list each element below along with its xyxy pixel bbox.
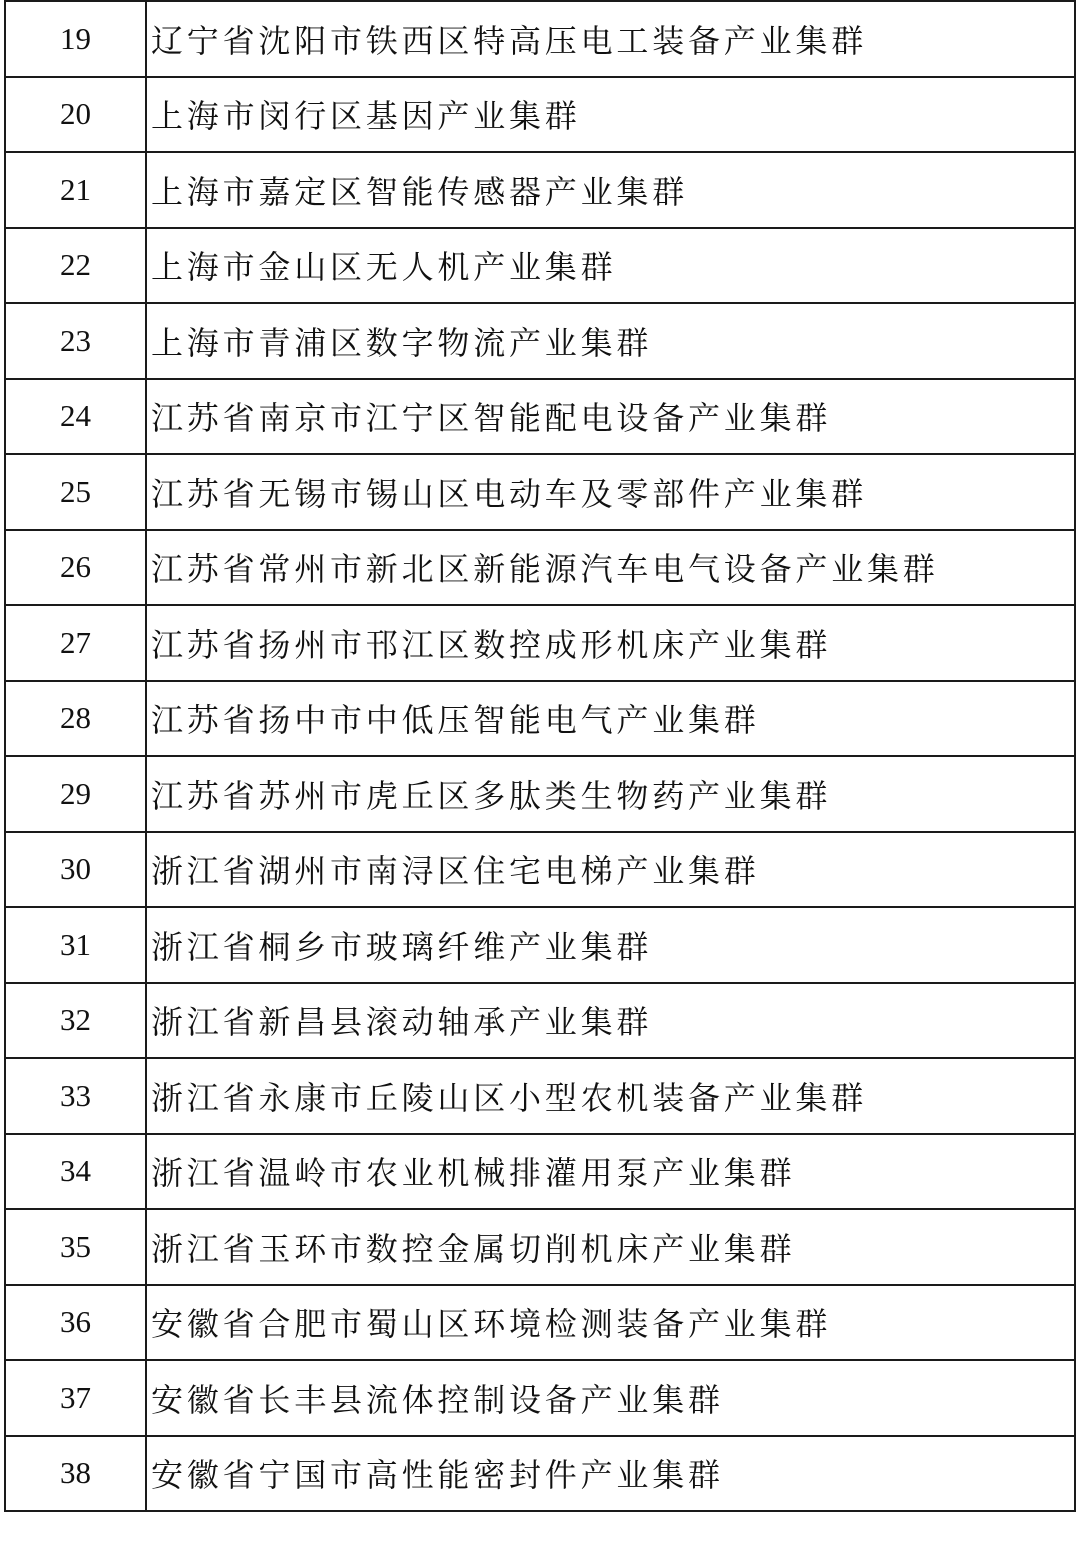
row-number: 22 — [5, 228, 146, 304]
table-row — [5, 832, 1075, 908]
cluster-table-body — [5, 1, 1075, 1511]
row-number: 28 — [5, 681, 146, 757]
row-number: 35 — [5, 1209, 146, 1285]
table-row — [5, 303, 1075, 379]
cluster-name: 安徽省宁国市高性能密封件产业集群 — [146, 1436, 1075, 1512]
cluster-name: 浙江省永康市丘陵山区小型农机装备产业集群 — [146, 1058, 1075, 1134]
table-row — [5, 379, 1075, 455]
row-number: 21 — [5, 152, 146, 228]
table-row — [5, 1, 1075, 77]
cluster-name: 浙江省新昌县滚动轴承产业集群 — [146, 983, 1075, 1059]
cluster-name: 辽宁省沈阳市铁西区特高压电工装备产业集群 — [146, 1, 1075, 77]
row-number: 19 — [5, 1, 146, 77]
table-row — [5, 681, 1075, 757]
row-number: 32 — [5, 983, 146, 1059]
row-number: 37 — [5, 1360, 146, 1436]
cluster-name: 江苏省扬中市中低压智能电气产业集群 — [146, 681, 1075, 757]
row-number: 20 — [5, 77, 146, 153]
row-number: 31 — [5, 907, 146, 983]
cluster-name: 上海市嘉定区智能传感器产业集群 — [146, 152, 1075, 228]
cluster-name: 安徽省合肥市蜀山区环境检测装备产业集群 — [146, 1285, 1075, 1361]
table-row — [5, 983, 1075, 1059]
cluster-name: 安徽省长丰县流体控制设备产业集群 — [146, 1360, 1075, 1436]
cluster-name: 浙江省桐乡市玻璃纤维产业集群 — [146, 907, 1075, 983]
table-row — [5, 530, 1075, 606]
cluster-table — [4, 0, 1076, 1512]
row-number: 29 — [5, 756, 146, 832]
row-number: 34 — [5, 1134, 146, 1210]
cluster-name: 江苏省常州市新北区新能源汽车电气设备产业集群 — [146, 530, 1075, 606]
table-row — [5, 1209, 1075, 1285]
cluster-name: 江苏省南京市江宁区智能配电设备产业集群 — [146, 379, 1075, 455]
table-row — [5, 1360, 1075, 1436]
row-number: 23 — [5, 303, 146, 379]
cluster-name: 浙江省湖州市南浔区住宅电梯产业集群 — [146, 832, 1075, 908]
row-number: 33 — [5, 1058, 146, 1134]
cluster-table-container — [4, 0, 1076, 1512]
table-row — [5, 605, 1075, 681]
table-row — [5, 756, 1075, 832]
table-row — [5, 1436, 1075, 1512]
row-number: 25 — [5, 454, 146, 530]
row-number: 26 — [5, 530, 146, 606]
cluster-name: 上海市青浦区数字物流产业集群 — [146, 303, 1075, 379]
cluster-name: 江苏省扬州市邗江区数控成形机床产业集群 — [146, 605, 1075, 681]
table-row — [5, 1058, 1075, 1134]
table-row — [5, 1134, 1075, 1210]
table-row — [5, 1285, 1075, 1361]
table-row — [5, 77, 1075, 153]
cluster-name: 江苏省苏州市虎丘区多肽类生物药产业集群 — [146, 756, 1075, 832]
cluster-name: 浙江省温岭市农业机械排灌用泵产业集群 — [146, 1134, 1075, 1210]
table-row — [5, 454, 1075, 530]
table-row — [5, 228, 1075, 304]
row-number: 27 — [5, 605, 146, 681]
cluster-name: 江苏省无锡市锡山区电动车及零部件产业集群 — [146, 454, 1075, 530]
row-number: 36 — [5, 1285, 146, 1361]
table-row — [5, 907, 1075, 983]
row-number: 24 — [5, 379, 146, 455]
row-number: 38 — [5, 1436, 146, 1512]
cluster-name: 上海市闵行区基因产业集群 — [146, 77, 1075, 153]
row-number: 30 — [5, 832, 146, 908]
table-row — [5, 152, 1075, 228]
cluster-name: 浙江省玉环市数控金属切削机床产业集群 — [146, 1209, 1075, 1285]
cluster-name: 上海市金山区无人机产业集群 — [146, 228, 1075, 304]
